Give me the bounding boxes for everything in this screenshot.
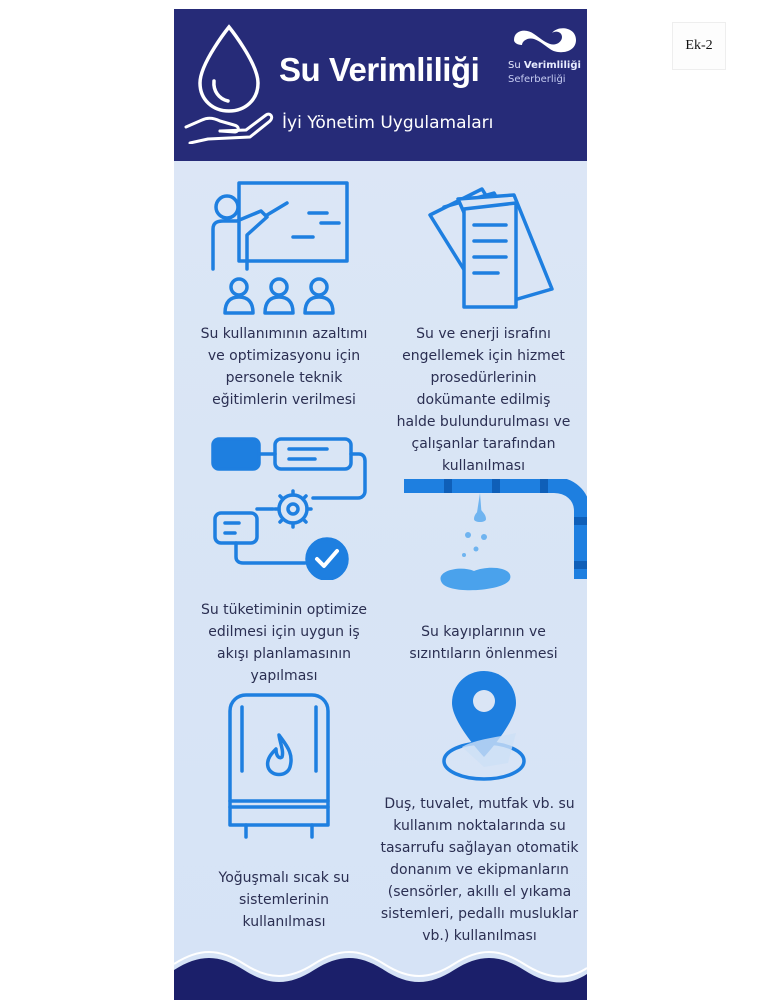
caption-staff-training: Su kullanımının azaltımı ve optimizasyonu için personele teknik eğitimlerin verilmesi <box>200 326 368 408</box>
teacher-board-icon <box>209 177 354 317</box>
infographic-poster <box>174 9 587 1000</box>
brand-name-line1: Su Verimliliği <box>508 60 581 71</box>
brand-name-line2: Seferberliği <box>508 74 566 85</box>
workflow-icon <box>209 435 369 580</box>
caption-saving-fixtures: Duş, tuvalet, mutfak vb. su kullanım noktalarında su tasarrufu sağlayan otomatik donanım ve ekipmanların (sensörler, akıllı el yıkama sistemleri, pedallı musluklar vb.) kullanılması <box>380 796 579 944</box>
location-pin-icon <box>436 667 536 787</box>
wave-footer <box>174 940 587 1000</box>
caption-workflow: Su tüketiminin optimize edilmesi için uygun iş akışı planlamasının yapılması <box>200 602 368 684</box>
page-tag: Ek-2 <box>672 22 726 70</box>
caption-procedures: Su ve enerji israfını engellemek için hizmet prosedürlerinin dokümante edilmiş halde bulundurulması ve çalışanlar tarafından kullanılması <box>396 326 571 474</box>
poster-subtitle: İyi Yönetim Uygulamaları <box>282 113 494 133</box>
leaking-pipe-icon <box>404 479 587 599</box>
water-drop-hand-icon <box>184 19 274 144</box>
brand-logo-icon <box>510 25 580 55</box>
water-heater-icon <box>224 691 334 839</box>
poster-header <box>174 9 587 161</box>
caption-leak-prevention: Su kayıplarının ve sızıntıların önlenmesi <box>409 624 558 662</box>
documents-icon <box>424 185 559 315</box>
caption-condensing-heater: Yoğuşmalı sıcak su sistemlerinin kullanılması <box>218 870 350 930</box>
poster-title: Su Verimliliği <box>279 51 480 88</box>
